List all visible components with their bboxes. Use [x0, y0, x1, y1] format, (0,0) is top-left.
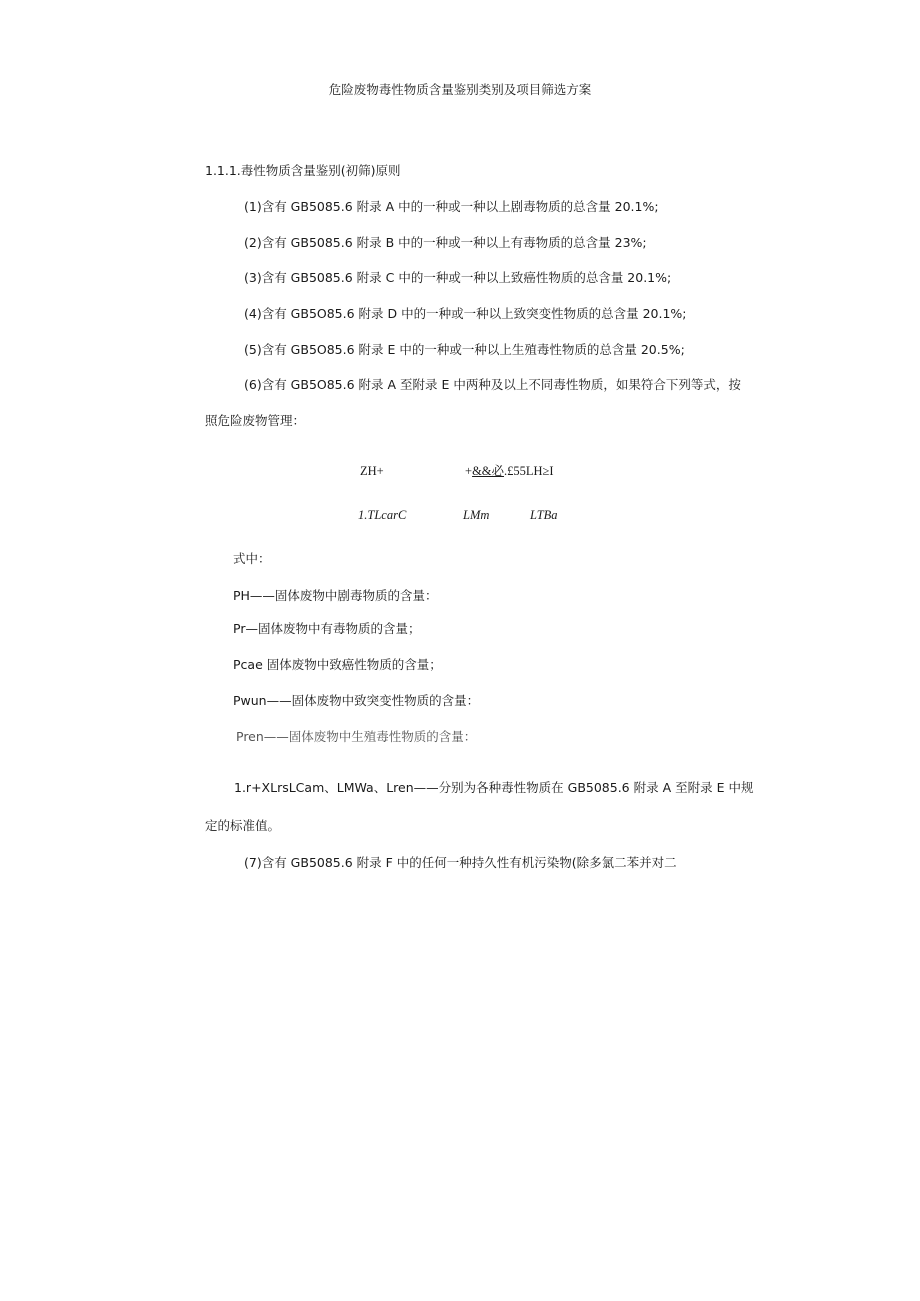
rule-6-line-2: 照危险废物管理： — [205, 413, 306, 428]
rule-7-line-1: (7)含有 GB5085.6 附录 F 中的任何一种持久性有机污染物(除多氯二苯并对二 — [244, 855, 677, 870]
rule-4: (4)含有 GB5O85.6 附录 D 中的一种或一种以上致突变性物质的总含量 20.1%; — [244, 306, 687, 321]
definition-pcae: Pcae 固体废物中致癌性物质的含量； — [233, 657, 442, 672]
formula-bottom-2: LMm — [463, 508, 490, 522]
formula-top-right-underlined: &&必 — [472, 464, 505, 478]
definition-pr: Pr—固体废物中有毒物质的含量； — [233, 621, 421, 636]
section-heading: 1.1.1.毒性物质含量鉴别(初筛)原则 — [205, 163, 401, 178]
rule-2: (2)含有 GB5085.6 附录 B 中的一种或一种以上有毒物质的总含量 23%; — [244, 235, 647, 250]
formula-bottom-1: 1.TLcarC — [358, 508, 407, 522]
formula-top-right — [465, 465, 554, 478]
where-label: 式中： — [233, 551, 271, 566]
rule-3: (3)含有 GB5085.6 附录 C 中的一种或一种以上致癌性物质的总含量 20.1%; — [244, 270, 672, 285]
rule-6-line-1: (6)含有 GB5O85.6 附录 A 至附录 E 中两种及以上不同毒性物质，如果符合下列等式，按 — [244, 377, 741, 392]
rule-5: (5)含有 GB5O85.6 附录 E 中的一种或一种以上生殖毒性物质的总含量 20.5%; — [244, 342, 685, 357]
rule-1: (1)含有 GB5085.6 附录 A 中的一种或一种以上剧毒物质的总含量 20.1%; — [244, 199, 659, 214]
definition-ph: PH——固体废物中剧毒物质的含量： — [233, 588, 438, 603]
definition-pren: Pren——固体废物中生殖毒性物质的含量： — [236, 729, 477, 744]
definition-pwun: Pwun——固体废物中致突变性物质的含量： — [233, 693, 480, 708]
standard-line-1: 1.r+XLrsLCam、LMWa、Lren——分别为各种毒性物质在 GB5085.6 附录 A 至附录 E 中规 — [234, 780, 754, 795]
page-title: 危险废物毒性物质含量鉴别类别及项目筛选方案 — [328, 82, 592, 97]
formula-top-left: ZH+ — [360, 464, 384, 478]
formula-bottom-3: LTBa — [530, 508, 558, 522]
formula-top-right-prefix: + — [465, 464, 473, 478]
standard-line-2: 定的标准值。 — [205, 818, 281, 833]
formula-top-right-suffix: .£55LH≥I — [504, 464, 554, 478]
